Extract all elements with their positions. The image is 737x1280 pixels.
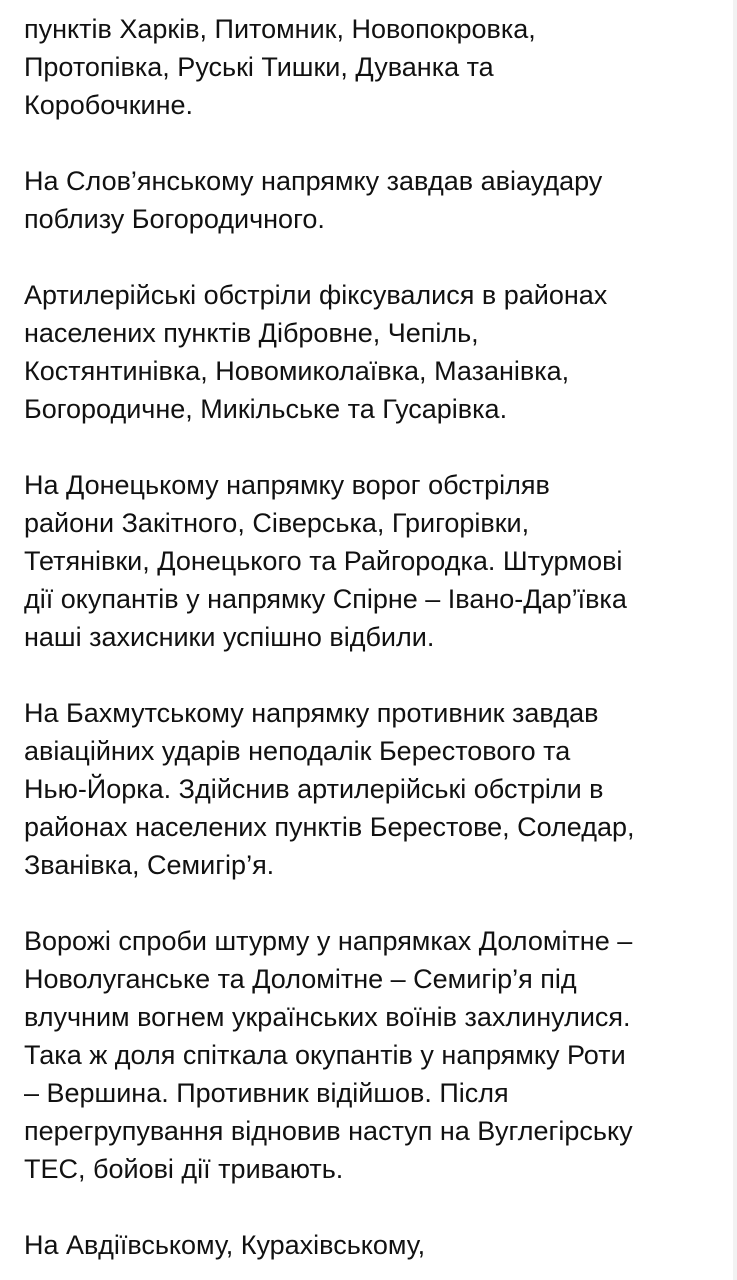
text-line: На Слов’янському напрямку завдав авіаудару [24, 166, 603, 196]
text-line: На Авдіївському, Курахівському, [24, 1230, 426, 1260]
text-line: Званівка, Семигір’я. [24, 850, 275, 880]
paragraph [24, 694, 737, 884]
text-line: Костянтинівка, Новомиколаївка, Мазанівка, [24, 356, 570, 386]
text-line: населених пунктів Дібровне, Чепіль, [24, 318, 479, 348]
text-line: поблизу Богородичного. [24, 204, 325, 234]
text-line: райони Закітного, Сіверська, Григорівки, [24, 508, 530, 538]
text-line: влучним вогнем українських воїнів захлинулися. [24, 1002, 631, 1032]
text-line: районах населених пунктів Берестове, Соледар, [24, 812, 635, 842]
paragraph [24, 466, 737, 656]
paragraph [24, 162, 737, 238]
text-line: На Бахмутському напрямку противник завдав [24, 698, 599, 728]
paragraph [24, 922, 737, 1188]
paragraph [24, 10, 737, 124]
paragraph [24, 276, 737, 428]
text-line: Протопівка, Руські Тишки, Дуванка та [24, 52, 494, 82]
text-line: Така ж доля спіткала окупантів у напрямку Роти [24, 1040, 626, 1070]
text-line: пунктів Харків, Питомник, Новопокровка, [24, 14, 536, 44]
text-line: Артилерійські обстріли фіксувалися в районах [24, 280, 608, 310]
text-line: дії окупантів у напрямку Спірне – Івано-Дар’ївка [24, 584, 627, 614]
text-line: Нью-Йорка. Здійснив артилерійські обстріли в [24, 774, 604, 804]
text-line: авіаційних ударів неподалік Берестового та [24, 736, 571, 766]
paragraph [24, 1226, 737, 1264]
text-line: Новолуганське та Доломітне – Семигір’я під [24, 964, 577, 994]
text-line: Богородичне, Микільське та Гусарівка. [24, 394, 508, 424]
text-line: – Вершина. Противник відійшов. Після [24, 1078, 509, 1108]
text-line: Ворожі спроби штурму у напрямках Доломітне – [24, 926, 633, 956]
text-line: ТЕС, бойові дії тривають. [24, 1154, 344, 1184]
text-line: перегрупування відновив наступ на Вуглегірську [24, 1116, 633, 1146]
scrollbar-track[interactable] [733, 0, 737, 1280]
text-line: Тетянівки, Донецького та Райгородка. Штурмові [24, 546, 623, 576]
text-line: Коробочкине. [24, 90, 194, 120]
text-line: На Донецькому напрямку ворог обстріляв [24, 470, 550, 500]
text-line: наші захисники успішно відбили. [24, 622, 435, 652]
